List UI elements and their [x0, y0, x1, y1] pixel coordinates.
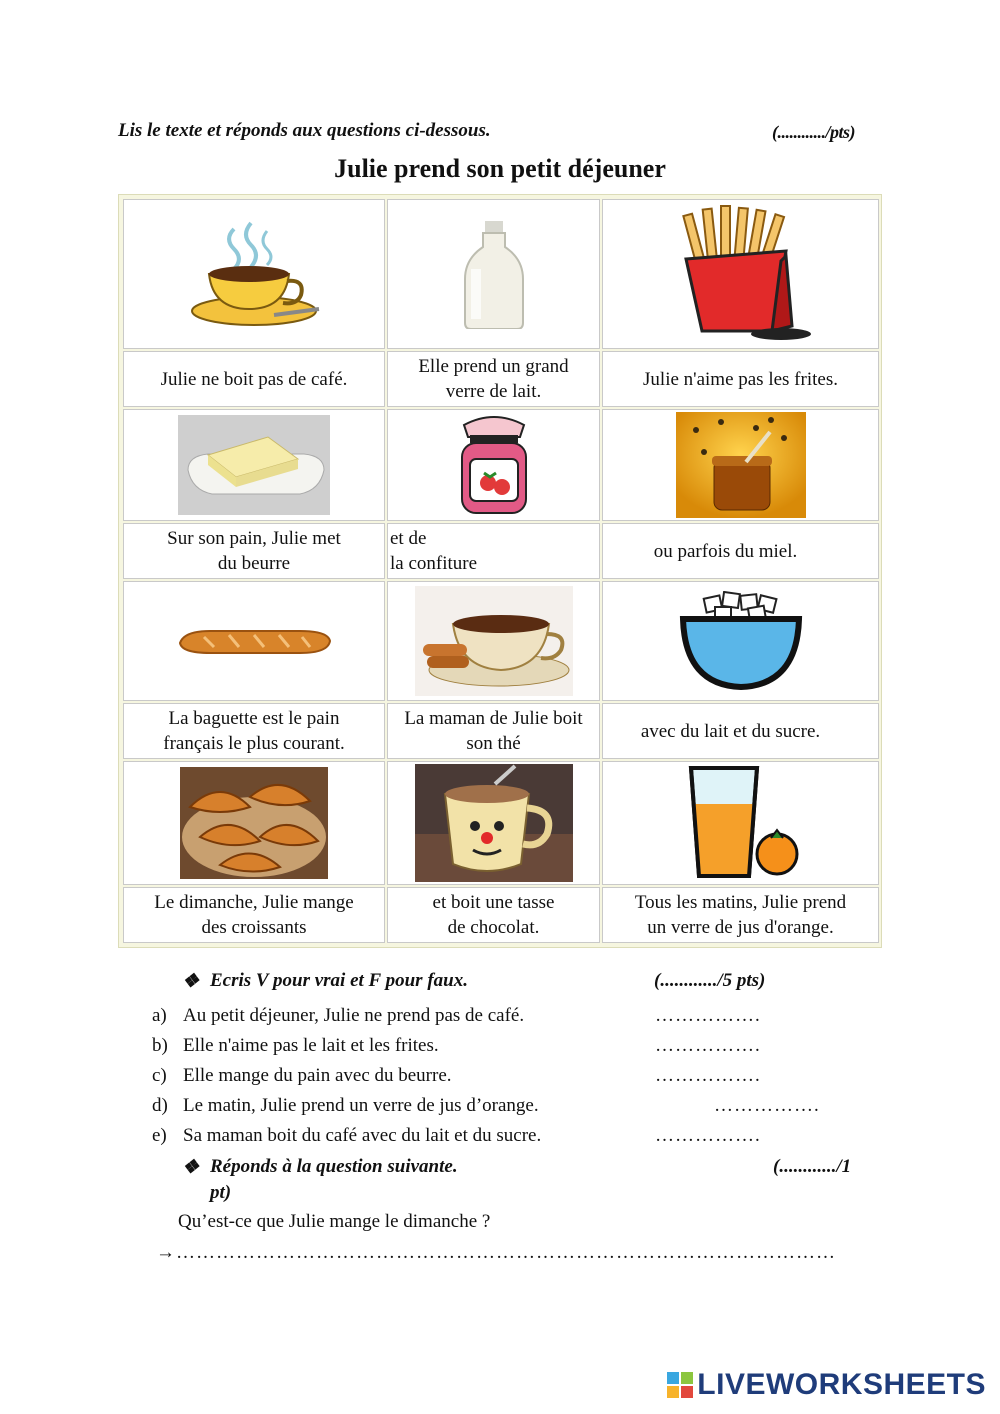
grid-text [387, 351, 600, 407]
grid-text [602, 523, 879, 579]
chocolate-cup-image [387, 761, 600, 885]
butter-image [123, 409, 385, 521]
section1-bullet: ❖ [182, 971, 200, 992]
orange-juice-image [602, 761, 879, 885]
liveworksheets-logo [667, 1368, 986, 1402]
picture-text-grid [118, 194, 882, 948]
open-answer-line[interactable]: ……………………………………………………………………………………… [176, 1242, 836, 1263]
tea-cup-image [387, 581, 600, 701]
section2-bullet: ❖ [182, 1157, 200, 1178]
page-title: Julie prend son petit déjeuner [334, 154, 666, 183]
section1-points: (............/5 pts) [654, 970, 766, 991]
jam-jar-image [387, 409, 600, 521]
grid-text [602, 887, 879, 943]
item-text: Au petit déjeuner, Julie ne prend pas de café. [183, 1005, 525, 1026]
milk-bottle-image [387, 199, 600, 349]
item-text: Elle mange du pain avec du beurre. [183, 1065, 452, 1086]
answer-blank-b[interactable]: ……………. [655, 1035, 761, 1056]
grid-text-r3c1: La baguette est le pain français le plus courant. [163, 708, 345, 754]
section1-heading: Ecris V pour vrai et F pour faux. [210, 970, 468, 991]
item-letter: c) [152, 1065, 167, 1086]
grid-text [123, 351, 385, 407]
arrow-icon: → [156, 1242, 175, 1263]
logo-icon [667, 1372, 693, 1398]
grid-text-r4c3: Tous les matins, Julie prend un verre de jus d'orange. [634, 892, 847, 938]
section2-points-unit: pt) [210, 1182, 232, 1203]
honey-image [602, 409, 879, 521]
item-letter: e) [152, 1125, 167, 1146]
open-question: Qu’est-ce que Julie mange le dimanche ? [178, 1211, 491, 1232]
croissants-image [123, 761, 385, 885]
fries-image [602, 199, 879, 349]
grid-text [123, 703, 385, 759]
grid-text-r3c2: La maman de Julie boit son thé [404, 708, 583, 754]
item-letter: a) [152, 1005, 167, 1026]
grid-text-r2c1: Sur son pain, Julie met du beurre [167, 528, 341, 574]
answer-blank-d[interactable]: ……………. [714, 1095, 820, 1116]
grid-text [602, 703, 879, 759]
section2-points: (............/1 [773, 1156, 852, 1177]
points-total: (............/pts) [772, 122, 855, 142]
grid-text-r1c2: Elle prend un grand verre de lait. [418, 356, 569, 402]
grid-text-r3c3: avec du lait et du sucre. [640, 720, 821, 742]
grid-text [387, 703, 600, 759]
sugar-bowl-image [602, 581, 879, 701]
item-text: Elle n'aime pas le lait et les frites. [183, 1035, 439, 1056]
item-letter: d) [152, 1095, 168, 1116]
section2-heading: Réponds à la question suivante. [210, 1156, 458, 1177]
grid-text [123, 523, 385, 579]
instruction-text: Lis le texte et réponds aux questions ci-dessous. [118, 120, 491, 141]
grid-text-r1c3: Julie n'aime pas les frites. [643, 368, 838, 390]
logo-text: LIVEWORKSHEETS [697, 1368, 986, 1401]
answer-blank-c[interactable]: ……………. [655, 1065, 761, 1086]
coffee-cup-image [123, 199, 385, 349]
grid-text [123, 887, 385, 943]
grid-text-r4c1: Le dimanche, Julie mange des croissants [154, 892, 354, 938]
item-text: Sa maman boit du café avec du lait et du sucre. [183, 1125, 542, 1146]
item-letter: b) [152, 1035, 168, 1056]
grid-text-r2c3: ou parfois du miel. [653, 540, 798, 562]
grid-text [602, 351, 879, 407]
answer-blank-e[interactable]: ……………. [655, 1125, 761, 1146]
grid-text-r4c2: et boit une tasse de chocolat. [432, 892, 555, 938]
grid-text [387, 523, 600, 579]
grid-text-r2c2: et de la confiture [390, 528, 478, 574]
item-text: Le matin, Julie prend un verre de jus d’orange. [183, 1095, 539, 1116]
baguette-image [123, 581, 385, 701]
answer-blank-a[interactable]: ……………. [655, 1005, 761, 1026]
grid-text [387, 887, 600, 943]
grid-text-r1c1: Julie ne boit pas de café. [160, 368, 348, 390]
